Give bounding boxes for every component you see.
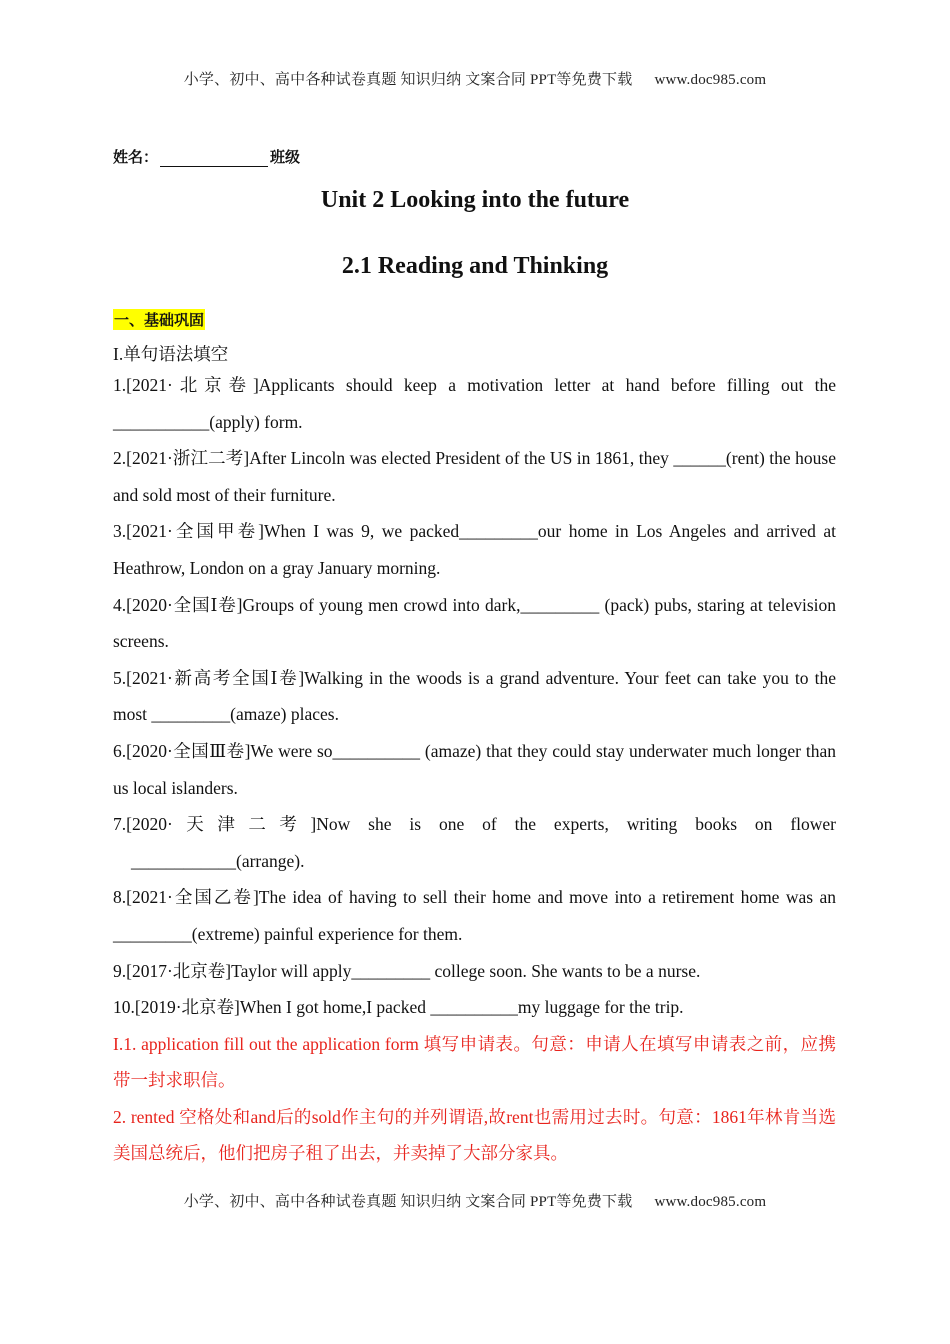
question-item: 7.[2020·天津二考]Now she is one of the experts, writing books on flower [113,814,836,835]
question-item: 4.[2020·全国Ⅰ卷]Groups of young men crowd into dark,_________ (pack) pubs, staring at television screens. [113,594,836,652]
question-item: 5.[2021·新高考全国Ⅰ卷]Walking in the woods is a grand adventure. Your feet can take you to the most _________(amaze) places. [113,667,836,725]
exercise-content [113,341,836,1172]
name-label: 姓名： [113,148,159,166]
header-text: 小学、初中、高中各种试卷真题 知识归纳 文案合同 PPT等免费下载 [183,72,633,88]
footer-link[interactable]: www.doc985.com [654,1194,767,1210]
question-item: 8.[2021·全国乙卷]The idea of having to sell their home and move into a retirement home was an _________(extreme) painful experience for them. [113,887,836,944]
student-info-line [113,146,300,167]
question-item: 2.[2021·浙江二考]After Lincoln was elected President of the US in 1861, they ______(rent) the house and sold most of their furniture. [113,448,836,505]
lesson-title: 2.1 Reading and Thinking [341,253,609,279]
question-item: 1.[2021·北京卷]Applicants should keep a motivation letter at hand before filling out the ___________(apply) form. [113,375,836,432]
name-blank[interactable] [160,152,268,167]
answer-item: I.1. application fill out the application form 填写申请表。句意：申请人在填写申请表之前，应携带一封求职信。 [113,1033,836,1091]
question-item: 6.[2020·全国Ⅲ卷]We were so__________ (amaze) that they could stay underwater much longer than us local islanders. [113,740,836,798]
question-item: 10.[2019·北京卷]When I got home,I packed __________my luggage for the trip. [113,997,684,1018]
unit-title: Unit 2 Looking into the future [320,187,630,213]
question-item: 9.[2017·北京卷]Taylor will apply_________ college soon. She wants to be a nurse. [113,960,701,981]
section-label: 一、基础巩固 [114,311,205,329]
footer-text: 小学、初中、高中各种试卷真题 知识归纳 文案合同 PPT等免费下载 [183,1194,633,1210]
page-header [0,68,950,89]
question-item-continuation: ____________(arrange). [131,850,305,871]
page-footer [0,1190,950,1211]
class-label: 班级 [270,148,301,166]
question-item: 3.[2021·全国甲卷]When I was 9, we packed_________our home in Los Angeles and arrived at Heathrow, London on a gray January morning. [113,521,836,578]
header-link[interactable]: www.doc985.com [654,72,767,88]
subsection-title: I.单句语法填空 [113,344,229,364]
answer-item: 2. rented 空格处和and后的sold作主句的并列谓语,故rent也需用过去时。句意：1861年林肯当选美国总统后，他们把房子租了出去，并卖掉了大部分家具。 [113,1106,836,1164]
